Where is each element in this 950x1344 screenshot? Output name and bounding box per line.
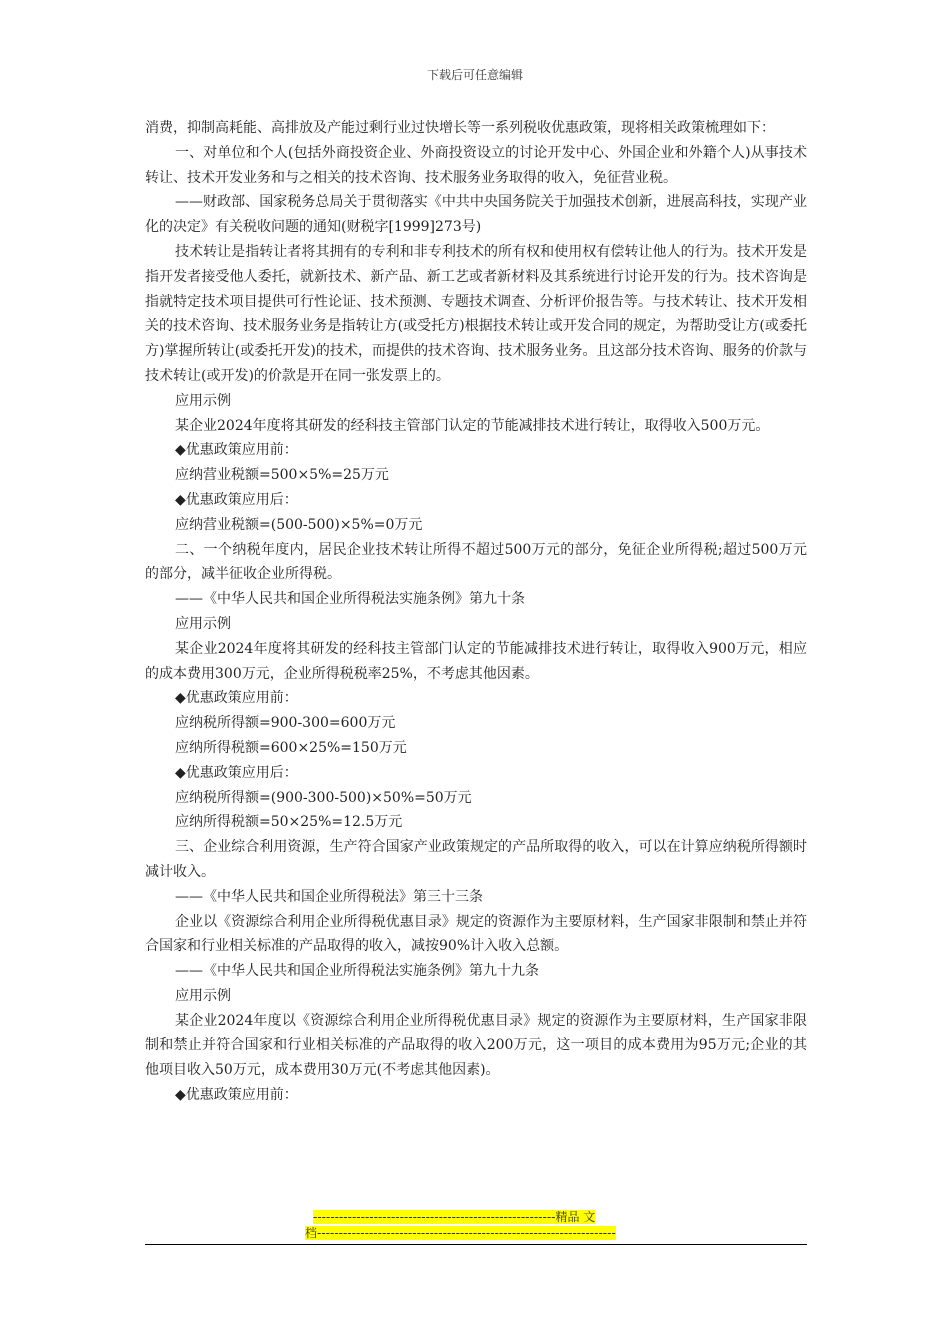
footer-highlight: --------------------------------------------------------精品 文 xyxy=(313,1210,596,1224)
formula-line: 应纳营业税额=(500-500)×5%=0万元 xyxy=(175,516,423,533)
example-heading: 应用示例 xyxy=(175,987,231,1004)
bullet-item: ◆优惠政策应用后： xyxy=(175,491,298,508)
footer-rule xyxy=(145,1244,807,1245)
document-body xyxy=(145,116,807,1108)
example-heading: 应用示例 xyxy=(175,615,231,632)
citation: ——《中华人民共和国企业所得税法实施条例》第九十九条 xyxy=(175,963,539,980)
bullet-item: ◆优惠政策应用前： xyxy=(175,690,298,707)
formula-line: 应纳税所得额=(900-300-500)×50%=50万元 xyxy=(175,789,472,806)
paragraph: 某企业2024年度以《资源综合利用企业所得税优惠目录》规定的资源作为主要原材料，生产国家非限制和禁止并符合国家和行业相关标准的产品取得的收入200万元，这一项目的成本费用为95万元;企业的其他项目收入50万元，成本费用30万元(不考虑其他因素)。 xyxy=(145,1012,807,1079)
citation: ——《中华人民共和国企业所得税法实施条例》第九十条 xyxy=(175,591,525,608)
bullet-item: ◆优惠政策应用前： xyxy=(175,1087,298,1104)
paragraph: 技术转让是指转让者将其拥有的专利和非专利技术的所有权和使用权有偿转让他人的行为。技术开发是指开发者接受他人委托，就新技术、新产品、新工艺或者新材料及其系统进行讨论开发的行为。技术咨询是指就特定技术项目提供可行性论证、技术预测、专题技术调查、分析评价报告等。与技术转让、技术开发相关的技术咨询、技术服务业务是指转让方(或受托方)根据技术转让或开发合同的规定，为帮助受让方(或委托方)掌握所转让(或委托开发)的技术，而提供的技术咨询、技术服务业务。且这部分技术咨询、服务的价款与技术转让(或开发)的价款是开在同一张发票上的。 xyxy=(145,243,807,384)
formula-line: 应纳所得税额=600×25%=150万元 xyxy=(175,739,407,756)
citation: ——财政部、国家税务总局关于贯彻落实《中共中央国务院关于加强技术创新，进展高科技，实现产业化的决定》有关税收问题的通知(财税字[1999]273号) xyxy=(145,194,807,236)
footer-line-2 xyxy=(145,1225,807,1241)
paragraph: 某企业2024年度将其研发的经科技主管部门认定的节能减排技术进行转让，取得收入900万元，相应的成本费用300万元，企业所得税税率25%，不考虑其他因素。 xyxy=(145,640,807,682)
example-heading: 应用示例 xyxy=(175,392,231,409)
page-header: 下载后可任意编辑 xyxy=(426,68,523,82)
formula-line: 应纳税所得额=900-300=600万元 xyxy=(175,715,396,732)
citation: ——《中华人民共和国企业所得税法》第三十三条 xyxy=(175,888,483,905)
footer-highlight: 档--------------------------------------------------------------------- xyxy=(305,1226,616,1240)
paragraph: 某企业2024年度将其研发的经科技主管部门认定的节能减排技术进行转让，取得收入500万元。 xyxy=(175,417,770,434)
formula-line: 应纳营业税额=500×5%=25万元 xyxy=(175,467,389,484)
paragraph: 企业以《资源综合利用企业所得税优惠目录》规定的资源作为主要原材料，生产国家非限制和禁止并符合国家和行业相关标准的产品取得的收入，减按90%计入收入总额。 xyxy=(145,913,807,955)
bullet-item: ◆优惠政策应用前： xyxy=(175,442,298,459)
formula-line: 应纳所得税额=50×25%=12.5万元 xyxy=(175,814,403,831)
bullet-item: ◆优惠政策应用后： xyxy=(175,764,298,781)
paragraph: 一、对单位和个人(包括外商投资企业、外商投资设立的讨论开发中心、外国企业和外籍个人)从事技术转让、技术开发业务和与之相关的技术咨询、技术服务业务取得的收入，免征营业税。 xyxy=(145,144,807,186)
paragraph: 二、一个纳税年度内，居民企业技术转让所得不超过500万元的部分，免征企业所得税;超过500万元的部分，减半征收企业所得税。 xyxy=(145,541,807,583)
paragraph: 三、企业综合利用资源，生产符合国家产业政策规定的产品所取得的收入，可以在计算应纳税所得额时减计收入。 xyxy=(145,839,807,880)
footer-line-1 xyxy=(145,1209,807,1225)
paragraph: 消费，抑制高耗能、高排放及产能过剩行业过快增长等一系列税收优惠政策，现将相关政策梳理如下： xyxy=(145,120,775,136)
page-footer xyxy=(145,1209,807,1241)
